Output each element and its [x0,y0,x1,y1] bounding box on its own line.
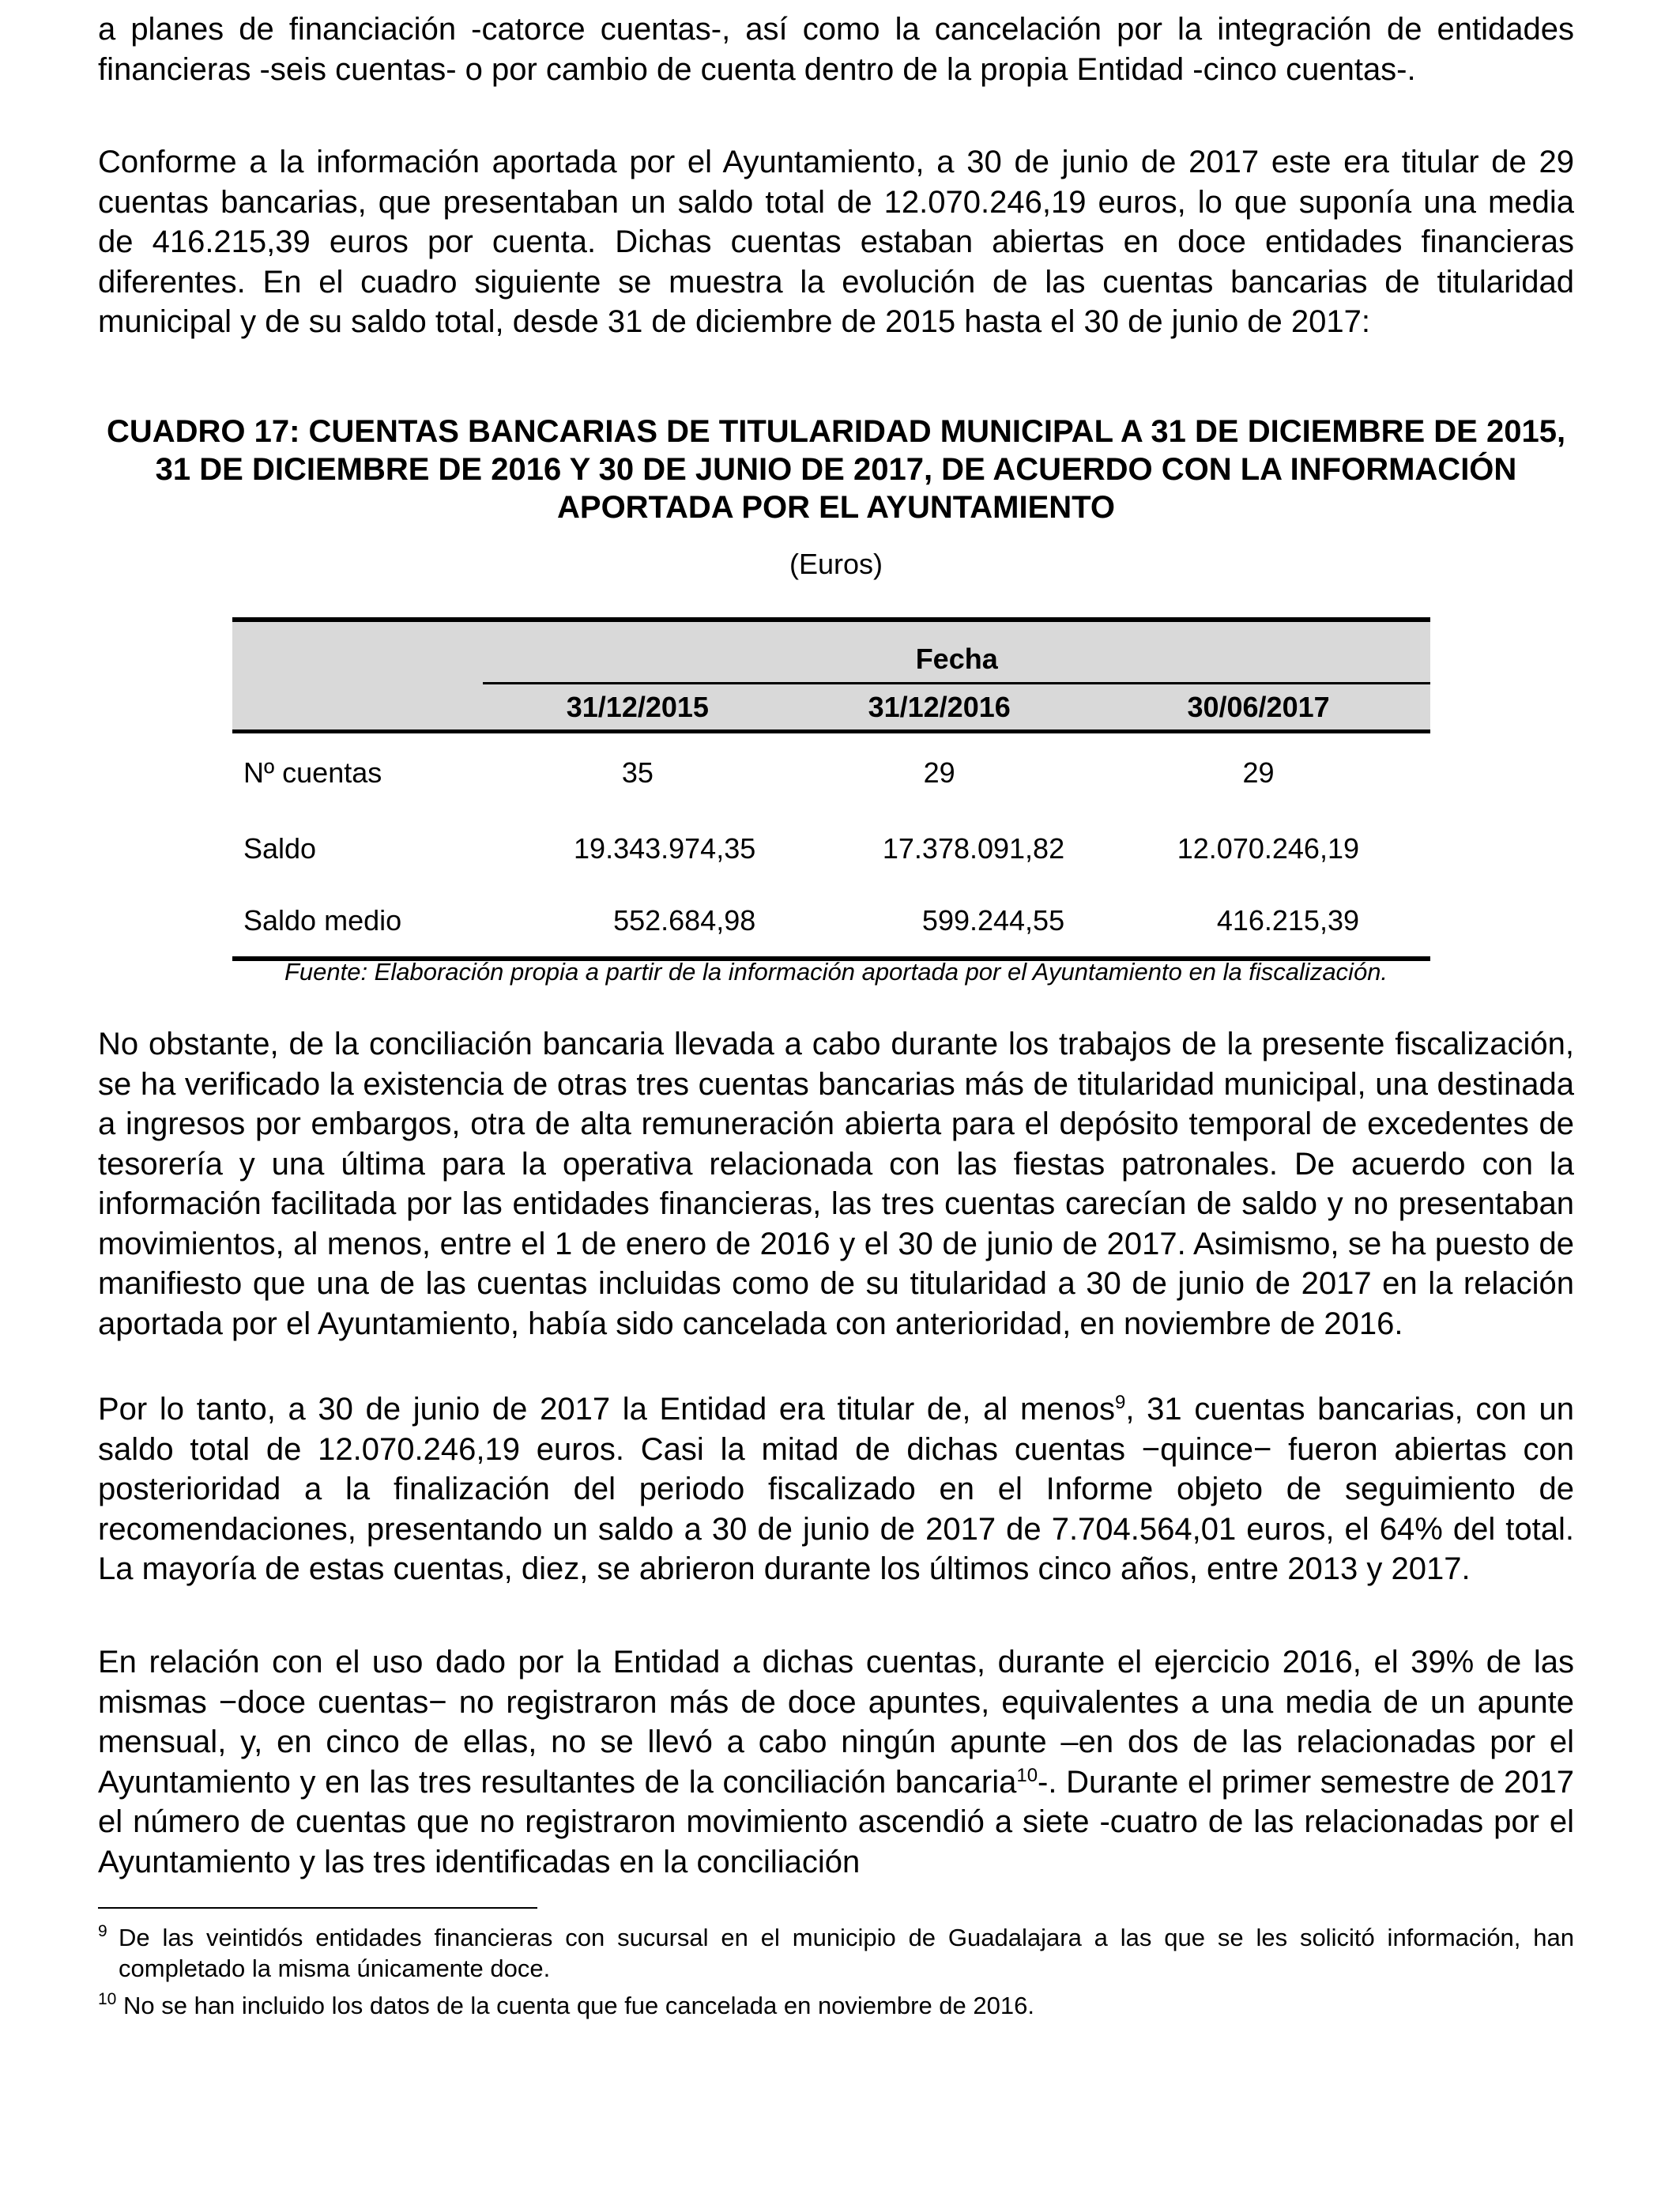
table-cell: 17.378.091,82 [882,831,1065,865]
paragraph-text: Por lo tanto, a 30 de junio de 2017 la Entidad era titular de, al menos [98,1392,1116,1427]
table-cell: 552.684,98 [483,884,792,959]
row-label: Saldo medio [232,884,483,959]
row-label: Nº cuentas [243,756,382,789]
paragraph-text: , 31 cuentas bancarias, con un saldo total de 12.070.246,19 euros. Casi la mitad de dichas cuentas −quince− fueron abiertas con posterioridad a la finalización del periodo fiscalizado en el Informe objeto de seguimiento de recomendaciones, presentando un saldo a 30 de junio de 2017 de 7.704.564,01 euros, el 64% del total. La mayoría de estas cuentas, diez, se abrieron durante los últimos cinco años, entre 2013 y 2017. [98,1392,1575,1586]
paragraph [98,1389,1574,1589]
footnote-divider [98,1907,537,1909]
column-header: 31/12/2016 [792,684,1087,732]
table-header-row [232,684,1430,732]
footnote-text: De las veintidós entidades financieras con sucursal en el municipio de Guadalajara a las que se les solicitó información, han completado la misma únicamente doce. [119,1924,1574,1982]
footnote-number: 10 [98,1990,117,2008]
table-unit: (Euros) [789,548,883,580]
table-row [232,884,1430,959]
footnote-text: No se han incluido los datos de la cuenta que fue cancelada en noviembre de 2016. [122,1992,1034,2019]
footnote-reference[interactable]: 10 [1016,1764,1038,1786]
table-source-note: Fuente: Elaboración propia a partir de la información aportada por el Ayuntamiento en la fiscalización. [284,958,1388,986]
table-row [232,732,1430,813]
table-cell: 29 [923,756,955,789]
footnote [98,1922,1574,1984]
table-title: CUADRO 17: CUENTAS BANCARIAS DE TITULARIDAD MUNICIPAL A 31 DE DICIEMBRE DE 2015, 31 DE DICIEMBRE DE 2016 Y 30 DE JUNIO DE 2017, DE ACUERDO CON LA INFORMACIÓN APORTADA POR EL AYUNTAMIENTO [106,414,1566,525]
column-header: 31/12/2015 [483,684,792,732]
header-empty-cell [232,620,483,684]
paragraph: a planes de financiación -catorce cuentas-, así como la cancelación por la integración de entidades financieras -seis cuentas- o por cambio de cuenta dentro de la propia Entidad -cinco cuentas-. [98,12,1574,87]
column-header: 30/06/2017 [1087,684,1430,732]
paragraph [98,1642,1574,1882]
row-label: Saldo [243,831,317,865]
table-cell: 29 [1242,756,1275,789]
header-empty-cell [232,684,483,732]
paragraph-text: -. Durante el primer semestre de 2017 el número de cuentas que no registraron movimiento ascendió a siete -cuatro de las relacionadas por el Ayuntamiento y las tres identificadas en la conciliación [98,1764,1574,1879]
footnote-reference[interactable]: 9 [1115,1392,1126,1413]
table-header [232,620,1430,732]
table-cell: 12.070.246,19 [1177,831,1359,865]
footnote [98,1990,1574,2021]
data-table [232,617,1430,961]
paragraph: No obstante, de la conciliación bancaria llevada a cabo durante los trabajos de la presente fiscalización, se ha verificado la existencia de otras tres cuentas bancarias más de titularidad municipal, una destinada a ingresos por embargos, otra de alta remuneración abierta para el depósito temporal de excedentes de tesorería y una última para la operativa relacionada con las fiestas patronales. De acuerdo con la información facilitada por las entidades financieras, las tres cuentas carecían de saldo y no presentaban movimientos, al menos, entre el 1 de enero de 2016 y el 30 de junio de 2017. Asimismo, se ha puesto de manifiesto que una de las cuentas incluidas como de su titularidad a 30 de junio de 2017 en la relación aportada por el Ayuntamiento, había sido cancelada con anterioridad, en noviembre de 2016. [98,1027,1574,1341]
table-cell: 416.215,39 [1087,884,1430,959]
table-header-row [232,620,1430,684]
table-cell: 19.343.974,35 [574,831,756,865]
table-cell: 35 [621,756,654,789]
table-row [232,812,1430,884]
data-table-container [232,617,1430,961]
header-group-fecha: Fecha [483,620,1430,684]
table-body [232,732,1430,959]
paragraph: Conforme a la información aportada por el Ayuntamiento, a 30 de junio de 2017 este era titular de 29 cuentas bancarias, que presentaban un saldo total de 12.070.246,19 euros, lo que suponía una media de 416.215,39 euros por cuenta. Dichas cuentas estaban abiertas en doce entidades financieras diferentes. En el cuadro siguiente se muestra la evolución de las cuentas bancarias de titularidad municipal y de su saldo total, desde 31 de diciembre de 2015 hasta el 30 de junio de 2017: [98,145,1574,339]
table-cell: 599.244,55 [792,884,1087,959]
paragraph-text: En relación con el uso dado por la Entidad a dichas cuentas, durante el ejercicio 2016, el 39% de las mismas −doce cuentas− no registraron más de doce apuntes, equivalentes a una media de un apunte mensual, y, en cinco de ellas, no se llevó a cabo ningún apunte –en dos de las relacionadas por el Ayuntamiento y en las tres resultantes de la conciliación bancaria [98,1645,1574,1800]
footnote-number: 9 [98,1922,107,1940]
